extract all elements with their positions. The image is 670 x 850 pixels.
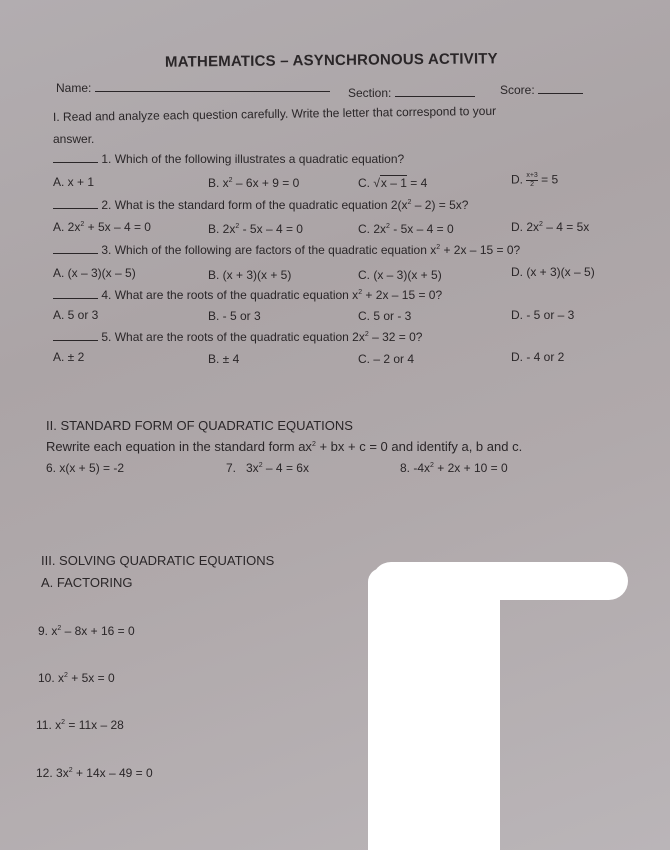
choice-2b: B. $2x^2 - 5x - 4 = 0$ xyxy=(208,222,303,236)
name-field xyxy=(56,81,330,95)
item-9: 9. $x^2 - 8x + 16 = 0$ xyxy=(38,624,135,638)
question-5: 5. What are the roots of the quadratic equation $2x^2 - 32 = 0$? xyxy=(53,330,422,344)
choice-2d: D. $2x^2 - 4 = 5x$ xyxy=(511,220,590,234)
choice-5d: D. - 4 or 2 xyxy=(511,350,565,364)
name-label: Name: xyxy=(56,81,92,95)
item-10: 10. $x^2 + 5x = 0$ xyxy=(38,671,115,685)
part2-heading: II. STANDARD FORM OF QUADRATIC EQUATIONS xyxy=(46,418,353,433)
part3-heading: III. SOLVING QUADRATIC EQUATIONS xyxy=(41,553,275,568)
section-field xyxy=(348,86,475,100)
choice-4c: C. 5 or - 3 xyxy=(358,309,412,323)
choice-3c: C. (x – 3)(x + 5) xyxy=(358,268,442,282)
choice-1c: C. √x – 1 = 4 xyxy=(358,176,428,190)
section-label: Section: xyxy=(348,86,392,100)
choice-5a: A. ± 2 xyxy=(53,350,85,364)
part1-instruction-cont: answer. xyxy=(53,132,95,146)
section-blank xyxy=(395,95,475,97)
item-8: 8. $-4x^2 + 2x + 10 = 0$ xyxy=(400,461,508,475)
choice-3d: D. (x + 3)(x – 5) xyxy=(511,265,595,279)
question-1: 1. Which of the following illustrates a quadratic equation? xyxy=(53,152,404,166)
answer-blank-1 xyxy=(53,161,98,163)
score-label: Score: xyxy=(500,83,535,97)
question-2: 2. What is the standard form of the quadratic equation $2(x^2 - 2) = 5x$? xyxy=(53,198,468,212)
answer-blank-4 xyxy=(53,297,98,299)
answer-blank-5 xyxy=(53,339,98,341)
choice-1b: B. $x^2 - 6x + 9 = 0$ xyxy=(208,176,300,190)
choice-3b: B. (x + 3)(x + 5) xyxy=(208,268,292,282)
choice-4a: A. 5 or 3 xyxy=(53,308,99,322)
answer-blank-2 xyxy=(53,207,98,209)
choice-2a: A. $2x^2 + 5x - 4 = 0$ xyxy=(53,220,151,234)
name-blank xyxy=(95,90,330,92)
worksheet-title: MATHEMATICS – ASYNCHRONOUS ACTIVITY xyxy=(164,50,498,71)
question-4: 4. What are the roots of the quadratic equation $x^2 + 2x - 15 = 0$? xyxy=(53,288,442,302)
part1-instruction: I. Read and analyze each question carefully. Write the letter that correspond to your xyxy=(52,103,497,124)
item-12: 12. $3x^2 + 14x - 49 = 0$ xyxy=(36,766,153,780)
choice-2c: C. $2x^2 - 5x - 4 = 0$ xyxy=(358,222,454,236)
choice-5b: B. ± 4 xyxy=(208,352,240,366)
choice-4b: B. - 5 or 3 xyxy=(208,309,261,323)
choice-1a: A. x + 1 xyxy=(53,175,95,189)
choice-5c: C. – 2 or 4 xyxy=(358,352,415,366)
score-blank xyxy=(538,92,583,94)
part2-instruction: Rewrite each equation in the standard form $ax^2$ + bx + c = 0 and identify a, b and c. xyxy=(46,439,523,454)
item-11: 11. $x^2 = 11x - 28$ xyxy=(36,718,124,732)
part3-subheading: A. FACTORING xyxy=(41,575,133,590)
item-7: 7. $3x^2 - 4 = 6x$ xyxy=(226,461,309,475)
item-6: 6. x(x + 5) = -2 xyxy=(46,461,125,475)
score-field xyxy=(500,83,583,97)
choice-1d: D. $\frac{x+3}{2}$ = 5 xyxy=(511,172,559,188)
answer-blank-3 xyxy=(53,252,98,254)
question-3: 3. Which of the following are factors of the quadratic equation $x^2 + 2x - 15 = 0$? xyxy=(53,243,520,257)
choice-3a: A. (x – 3)(x – 5) xyxy=(53,266,136,280)
choice-4d: D. - 5 or – 3 xyxy=(511,308,575,322)
